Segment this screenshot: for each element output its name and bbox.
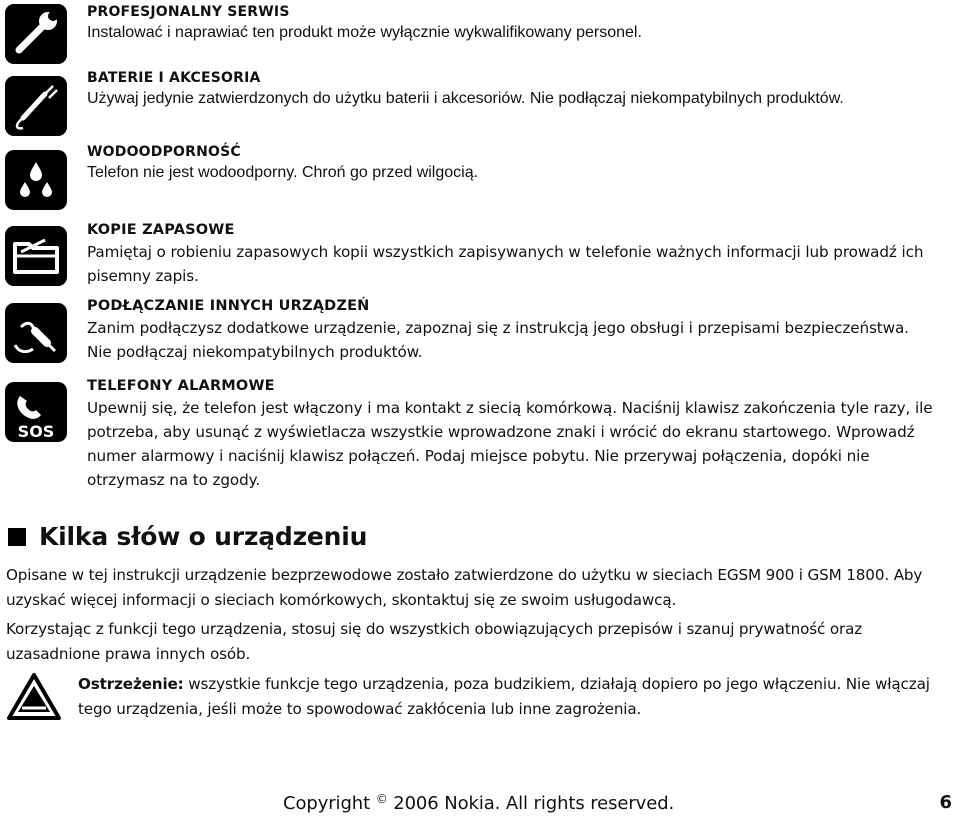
section-text: Używaj jedynie zatwierdzonych do użytku baterii i akcesoriów. Nie podłączaj niekompatybilnych produktów. [87,90,844,107]
safety-section-backups [87,220,938,288]
section-heading [8,522,367,551]
folder-icon [5,226,67,286]
section-text: Zanim podłączysz dodatkowe urządzenie, zapoznaj się z instrukcją jego obsługi i przepisami bezpieczeństwa. Nie podłączaj niekompatybilnych produktów. [87,319,909,361]
page-number: 6 [939,792,952,813]
copyright-text: 2006 Nokia. All rights reserved. [387,793,675,814]
heading-square-bullet [8,528,26,546]
warning-text [78,672,940,722]
connector-plug-icon [5,303,67,363]
section-text: Instalować i naprawiać ten produkt może wyłącznie wykwalifikowany personel. [87,24,642,41]
warning-body: wszystkie funkcje tego urządzenia, poza budzikiem, działają dopiero po jego włączeniu. Nie włączaj tego urządzenia, jeśli może to spowodować zakłócenia lub inne zagrożenia. [78,675,930,718]
water-drops-icon [5,150,67,210]
sos-label: SOS [17,422,55,441]
section-title: PODŁĄCZANIE INNYCH URZĄDZEŃ [87,298,370,314]
safety-section-emergency-calls [87,376,938,492]
section-text: Upewnij się, że telefon jest włączony i ma kontakt z siecią komórkową. Naciśnij klawisz zakończenia tyle razy, ile potrzeba, aby usunąć z wyświetlacza wszystkie wprowadzone znaki i wrócić do ekranu startowego. Wprowadź numer alarmowy i naciśnij klawisz połączeń. Podaj miejsce pobytu. Nie przerywaj połączenia, dopóki nie otrzymasz na to zgody. [87,399,933,489]
safety-section-connecting-devices [87,296,938,364]
section-title: WODOODPORNOŚĆ [87,144,241,160]
heading-title: Kilka słów o urządzeniu [39,522,368,551]
section-title: PROFESJONALNY SERWIS [87,4,290,20]
safety-section-professional-service [87,2,938,44]
battery-plug-icon [5,76,67,136]
warning-triangle-icon [6,672,62,722]
wrench-icon [5,4,67,64]
section-title: BATERIE I AKCESORIA [87,70,261,86]
section-text: Pamiętaj o robieniu zapasowych kopii wszystkich zapisywanych w telefonie ważnych informacji lub prowadź ich pisemny zapis. [87,243,924,285]
copyright-symbol: © [375,792,388,806]
section-title: TELEFONY ALARMOWE [87,378,275,394]
safety-section-water-resistance [87,142,938,184]
copyright-footer [283,792,674,814]
section-text: Telefon nie jest wodoodporny. Chroń go przed wilgocią. [87,164,479,181]
section-title: KOPIE ZAPASOWE [87,222,235,238]
sos-phone-icon [5,382,67,442]
safety-section-batteries [87,68,938,110]
paragraph-privacy: Korzystając z funkcji tego urządzenia, stosuj się do wszystkich obowiązujących przepisów i szanuj prywatność oraz uzasadnione prawa innych osób. [6,620,863,663]
paragraph-network-approval: Opisane w tej instrukcji urządzenie bezprzewodowe zostało zatwierdzone do użytku w sieciach EGSM 900 i GSM 1800. Aby uzyskać więcej informacji o sieciach komórkowych, skontaktuj się ze swoim usługodawcą. [6,566,923,609]
copyright-prefix: Copyright [283,793,376,814]
warning-label: Ostrzeżenie: [78,675,184,693]
